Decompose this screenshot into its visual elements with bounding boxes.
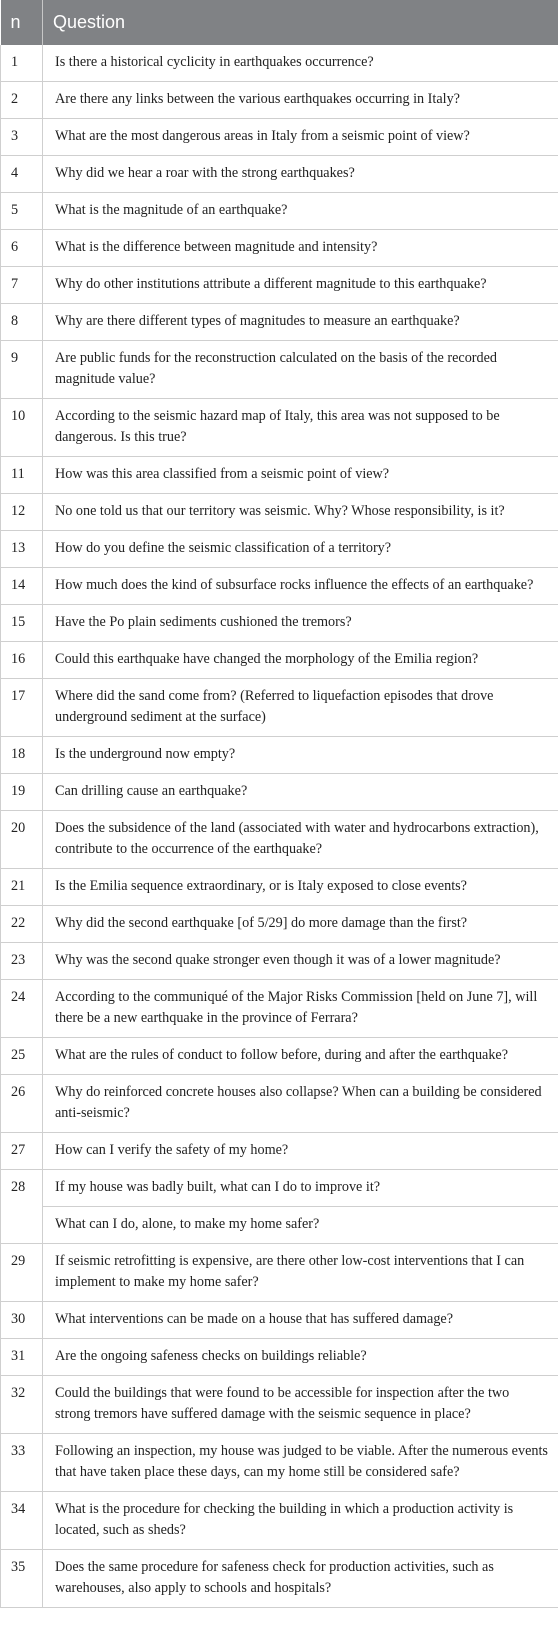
table-row: [1, 943, 558, 980]
question-text: Are the ongoing safeness checks on buildings reliable?: [43, 1339, 558, 1376]
table-row: [1, 568, 558, 605]
question-text: What is the procedure for checking the building in which a production activity is located, such as sheds?: [43, 1492, 558, 1550]
table-row: [1, 605, 558, 642]
table-row: [1, 1302, 558, 1339]
question-text: Is the underground now empty?: [43, 737, 558, 774]
row-number: 2: [1, 82, 43, 119]
table-row: [1, 45, 558, 82]
row-number: 10: [1, 399, 43, 457]
question-text: Does the subsidence of the land (associated with water and hydrocarbons extraction), contribute to the occurrence of the earthquake?: [43, 811, 558, 869]
table-row: [1, 1075, 558, 1133]
row-number: 28: [1, 1170, 43, 1244]
row-number: 13: [1, 531, 43, 568]
table-row: [1, 156, 558, 193]
header-n: n: [1, 0, 43, 45]
question-text: Why was the second quake stronger even though it was of a lower magnitude?: [43, 943, 558, 980]
row-number: 22: [1, 906, 43, 943]
table-row: [1, 267, 558, 304]
row-number: 33: [1, 1434, 43, 1492]
question-text: How was this area classified from a seismic point of view?: [43, 457, 558, 494]
question-text: Following an inspection, my house was judged to be viable. After the numerous events that have taken place these days, can my home still be considered safe?: [43, 1434, 558, 1492]
row-number: 19: [1, 774, 43, 811]
table-row: [1, 1376, 558, 1434]
row-number: 23: [1, 943, 43, 980]
question-text: Where did the sand come from? (Referred to liquefaction episodes that drove underground sediment at the surface): [43, 679, 558, 737]
row-number: 3: [1, 119, 43, 156]
question-text: Is the Emilia sequence extraordinary, or is Italy exposed to close events?: [43, 869, 558, 906]
table-row: [1, 1207, 558, 1244]
table-row: [1, 1550, 558, 1608]
row-number: 9: [1, 341, 43, 399]
row-number: 34: [1, 1492, 43, 1550]
row-number: 30: [1, 1302, 43, 1339]
row-number: 16: [1, 642, 43, 679]
question-text: Have the Po plain sediments cushioned the tremors?: [43, 605, 558, 642]
question-text: Are public funds for the reconstruction calculated on the basis of the recorded magnitude value?: [43, 341, 558, 399]
table-row: [1, 494, 558, 531]
table-row: [1, 399, 558, 457]
table-row: [1, 980, 558, 1038]
table-header: [1, 0, 558, 45]
table-row: [1, 119, 558, 156]
table-row: [1, 1038, 558, 1075]
table-row: [1, 1244, 558, 1302]
row-number: 15: [1, 605, 43, 642]
table-row: [1, 1170, 558, 1207]
question-text: No one told us that our territory was seismic. Why? Whose responsibility, is it?: [43, 494, 558, 531]
row-number: 8: [1, 304, 43, 341]
question-text: Could the buildings that were found to be accessible for inspection after the two strong tremors have suffered damage with the seismic sequence in place?: [43, 1376, 558, 1434]
table-row: [1, 341, 558, 399]
table-row: [1, 679, 558, 737]
row-number: 32: [1, 1376, 43, 1434]
table-row: [1, 193, 558, 230]
question-text: Why did we hear a roar with the strong earthquakes?: [43, 156, 558, 193]
table-row: [1, 304, 558, 341]
question-text: Are there any links between the various earthquakes occurring in Italy?: [43, 82, 558, 119]
question-text: What is the magnitude of an earthquake?: [43, 193, 558, 230]
question-text: Why do other institutions attribute a different magnitude to this earthquake?: [43, 267, 558, 304]
question-text: How do you define the seismic classification of a territory?: [43, 531, 558, 568]
row-number: 25: [1, 1038, 43, 1075]
row-number: 27: [1, 1133, 43, 1170]
row-number: 7: [1, 267, 43, 304]
question-text: What can I do, alone, to make my home safer?: [43, 1207, 558, 1244]
question-text: Why are there different types of magnitudes to measure an earthquake?: [43, 304, 558, 341]
question-text: What are the most dangerous areas in Italy from a seismic point of view?: [43, 119, 558, 156]
row-number: 1: [1, 45, 43, 82]
row-number: 29: [1, 1244, 43, 1302]
question-text: If my house was badly built, what can I do to improve it?: [43, 1170, 558, 1207]
row-number: 21: [1, 869, 43, 906]
table-row: [1, 1339, 558, 1376]
table-body: [1, 45, 558, 1608]
question-text: What interventions can be made on a house that has suffered damage?: [43, 1302, 558, 1339]
header-row: [1, 0, 558, 45]
row-number: 14: [1, 568, 43, 605]
row-number: 17: [1, 679, 43, 737]
row-number: 35: [1, 1550, 43, 1608]
table-row: [1, 230, 558, 267]
table-row: [1, 811, 558, 869]
row-number: 20: [1, 811, 43, 869]
row-number: 26: [1, 1075, 43, 1133]
question-text: Is there a historical cyclicity in earthquakes occurrence?: [43, 45, 558, 82]
question-text: Can drilling cause an earthquake?: [43, 774, 558, 811]
table-row: [1, 531, 558, 568]
table-row: [1, 82, 558, 119]
table-row: [1, 906, 558, 943]
question-text: Why do reinforced concrete houses also collapse? When can a building be considered anti-seismic?: [43, 1075, 558, 1133]
row-number: 24: [1, 980, 43, 1038]
row-number: 5: [1, 193, 43, 230]
question-text: According to the seismic hazard map of Italy, this area was not supposed to be dangerous. Is this true?: [43, 399, 558, 457]
row-number: 11: [1, 457, 43, 494]
question-text: Does the same procedure for safeness check for production activities, such as warehouses, also apply to schools and hospitals?: [43, 1550, 558, 1608]
question-text: How much does the kind of subsurface rocks influence the effects of an earthquake?: [43, 568, 558, 605]
table-row: [1, 457, 558, 494]
header-question: Question: [43, 0, 558, 45]
table-row: [1, 774, 558, 811]
row-number: 18: [1, 737, 43, 774]
table-row: [1, 869, 558, 906]
question-text: What is the difference between magnitude and intensity?: [43, 230, 558, 267]
table-row: [1, 1133, 558, 1170]
question-text: How can I verify the safety of my home?: [43, 1133, 558, 1170]
row-number: 31: [1, 1339, 43, 1376]
question-text: Could this earthquake have changed the morphology of the Emilia region?: [43, 642, 558, 679]
row-number: 6: [1, 230, 43, 267]
table-row: [1, 642, 558, 679]
table-row: [1, 737, 558, 774]
question-text: If seismic retrofitting is expensive, are there other low-cost interventions that I can implement to make my home safer?: [43, 1244, 558, 1302]
row-number: 4: [1, 156, 43, 193]
table-row: [1, 1492, 558, 1550]
question-text: According to the communiqué of the Major Risks Commission [held on June 7], will there be a new earthquake in the province of Ferrara?: [43, 980, 558, 1038]
table-row: [1, 1434, 558, 1492]
question-text: Why did the second earthquake [of 5/29] do more damage than the first?: [43, 906, 558, 943]
row-number: 12: [1, 494, 43, 531]
question-text: What are the rules of conduct to follow before, during and after the earthquake?: [43, 1038, 558, 1075]
